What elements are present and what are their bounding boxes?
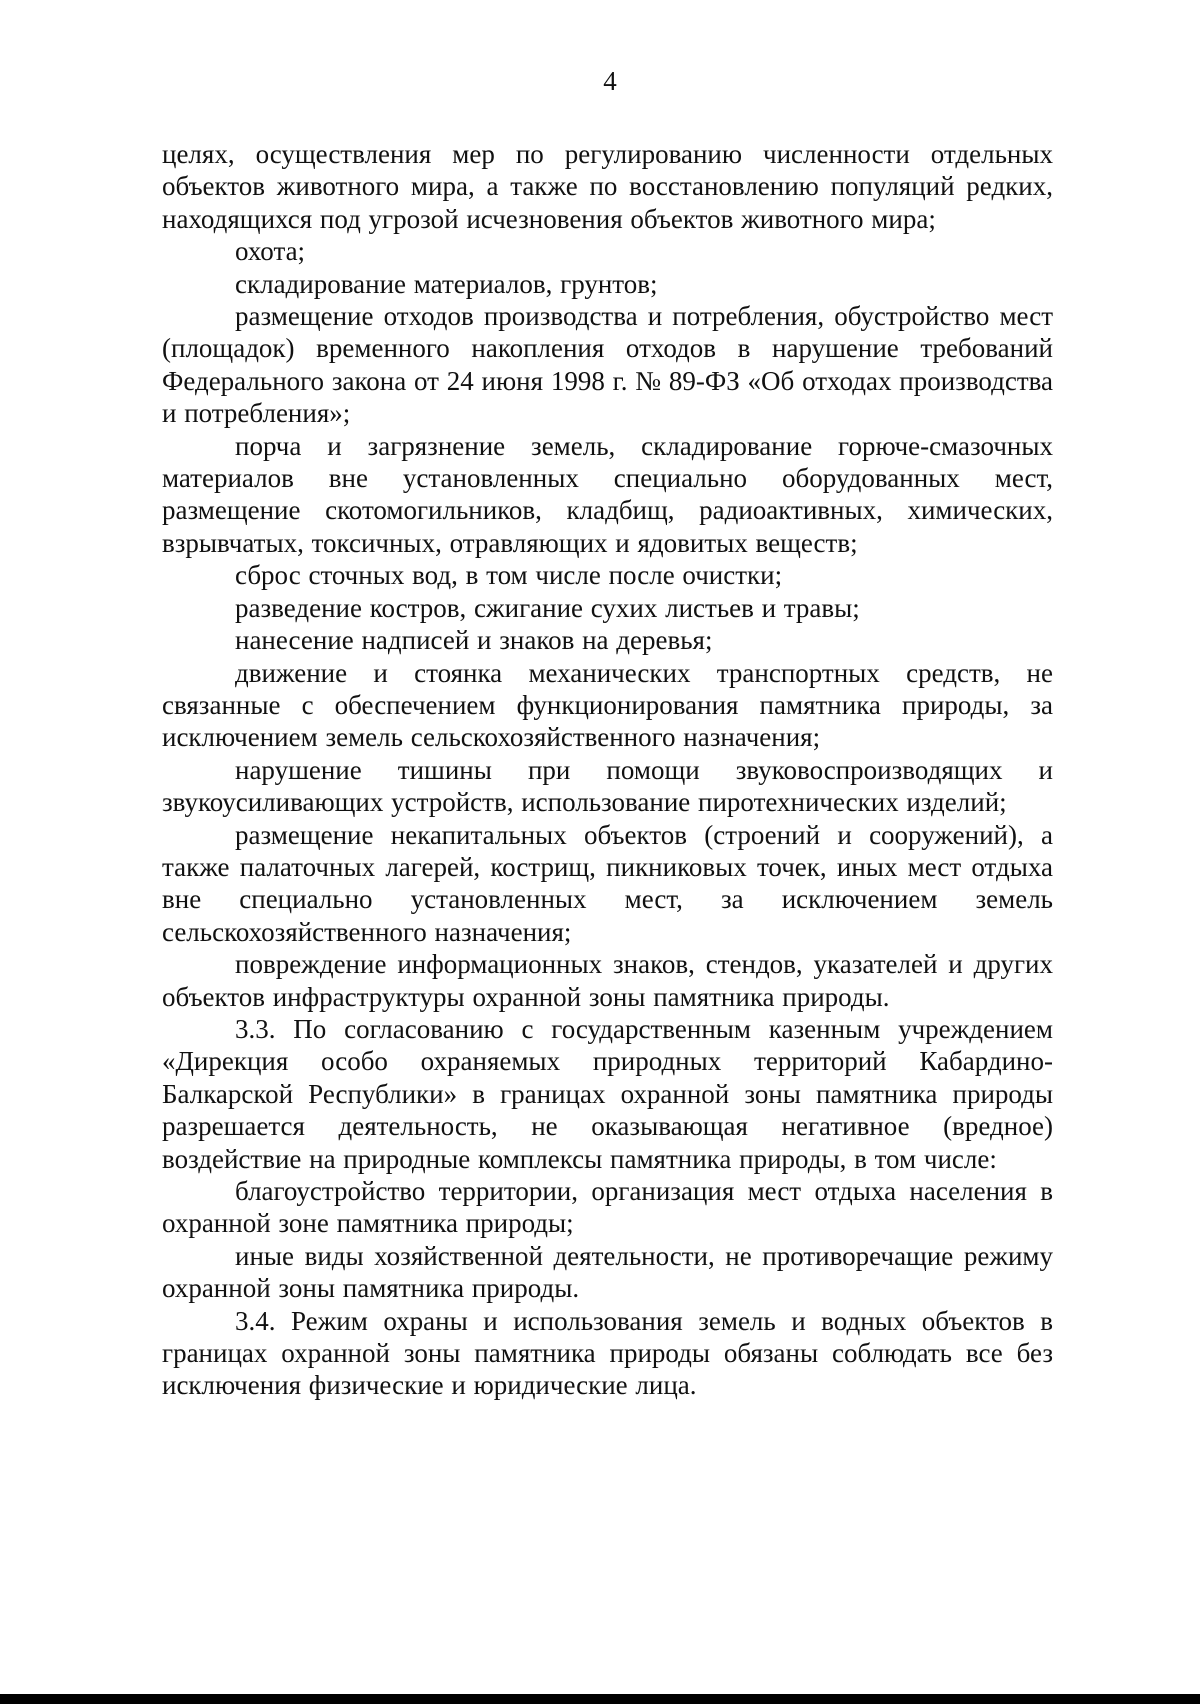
paragraph-noise: нарушение тишины при помощи звуковоспроизводящих и звукоусиливающих устройств, использование пиротехнических изделий;	[162, 754, 1053, 818]
paragraph-landscaping: благоустройство территории, организация мест отдыха населения в охранной зоне памятника природы;	[162, 1176, 1053, 1239]
paragraph-other-activities: иные виды хозяйственной деятельности, не противоречащие режиму охранной зоны памятника природы.	[162, 1240, 1053, 1304]
paragraph-bonfires: разведение костров, сжигание сухих листьев и травы;	[235, 592, 860, 623]
scan-bottom-edge	[0, 1694, 1200, 1704]
paragraph-land-pollution: порча и загрязнение земель, складирование горюче-смазочных материалов вне установленных специально оборудованных мест, размещение скотомогильников, кладбищ, радиоактивных, химических, взрывчатых, токсичных, отравляющих и ядовитых веществ;	[162, 430, 1053, 558]
paragraph-continuation: целях, осуществления мер по регулированию численности отдельных объектов животного мира, а также по восстановлению популяций редких, находящихся под угрозой исчезновения объектов животного мира;	[162, 139, 1053, 234]
paragraph-section-3-3: 3.3. По согласованию с государственным казенным учреждением «Дирекция особо охраняемых природных территорий Кабардино-Балкарской Республики» в границах охранной зоны памятника природы разрешается деятельность, не оказывающая негативное (вредное) воздействие на природные комплексы памятника природы, в том числе:	[162, 1013, 1053, 1174]
page-number: 4	[603, 66, 617, 96]
paragraph-vehicles: движение и стоянка механических транспортных средств, не связанные с обеспечением функционирования памятника природы, за исключением земель сельскохозяйственного назначения;	[162, 657, 1053, 753]
paragraph-hunting: охота;	[235, 236, 306, 267]
paragraph-wastewater: сброс сточных вод, в том числе после очистки;	[235, 560, 783, 591]
paragraph-storage-materials: складирование материалов, грунтов;	[235, 268, 658, 299]
paragraph-tree-inscriptions: нанесение надписей и знаков на деревья;	[235, 625, 713, 656]
paragraph-waste-placement: размещение отходов производства и потребления, обустройство мест (площадок) временного накопления отходов в нарушение требований Федерального закона от 24 июня 1998 г. № 89-ФЗ «Об отходах производства и потребления»;	[162, 301, 1053, 429]
paragraph-sign-damage: повреждение информационных знаков, стендов, указателей и других объектов инфраструктуры охранной зоны памятника природы.	[162, 949, 1053, 1012]
document-body	[162, 138, 1053, 1402]
paragraph-non-capital-objects: размещение некапитальных объектов (строений и сооружений), а также палаточных лагерей, кострищ, пикниковых точек, иных мест отдыха вне специально установленных мест, за исключением земель сельскохозяйственного назначения;	[162, 819, 1053, 947]
paragraph-section-3-4: 3.4. Режим охраны и использования земель и водных объектов в границах охранной зоны памятника природы обязаны соблюдать все без исключения физические и юридические лица.	[162, 1305, 1053, 1401]
